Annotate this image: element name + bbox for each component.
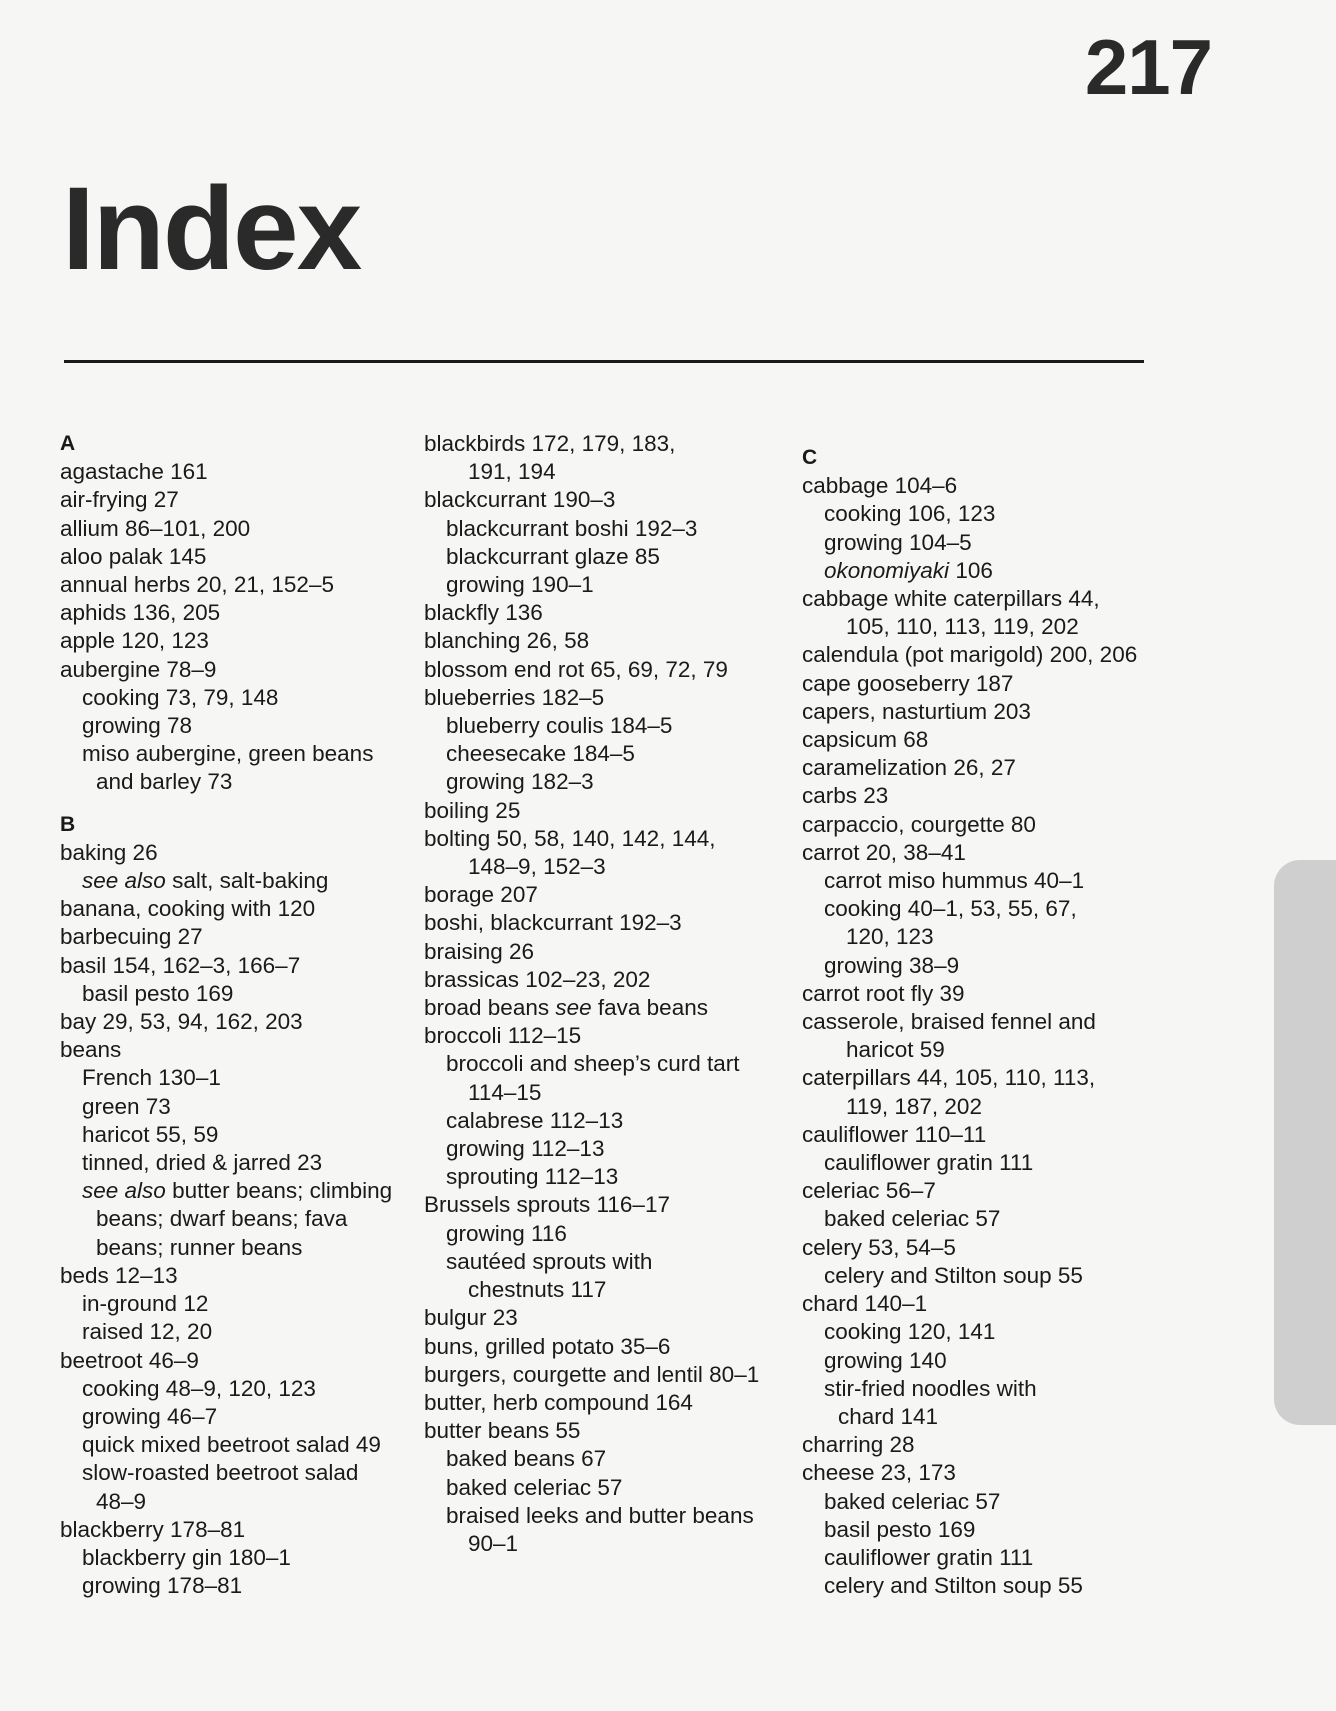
section-letter: B <box>60 812 76 836</box>
index-entry: agastache 161 <box>60 459 208 485</box>
index-entry-continuation: 48–9 <box>96 1488 147 1514</box>
index-subentry: cauliflower gratin 111 <box>824 1544 1034 1570</box>
index-entry: bulgur 23 <box>424 1305 518 1331</box>
index-entry-continuation: chestnuts 117 <box>468 1277 607 1303</box>
index-entry: celeriac 56–7 <box>802 1178 936 1204</box>
index-entry: banana, cooking with 120 <box>60 896 316 922</box>
index-subentry: blackcurrant boshi 192–3 <box>446 515 698 541</box>
index-entry: brassicas 102–23, 202 <box>424 966 651 992</box>
index-subentry: slow-roasted beetroot salad <box>82 1460 359 1486</box>
index-subentry: sprouting 112–13 <box>446 1164 619 1190</box>
index-subentry: growing 38–9 <box>824 952 960 978</box>
index-subentry: growing 112–13 <box>446 1136 605 1162</box>
index-entry: borage 207 <box>424 882 538 908</box>
index-column-3 <box>802 430 1162 1600</box>
index-entry: burgers, courgette and lentil 80–1 <box>424 1361 760 1387</box>
index-column-1 <box>60 430 410 1600</box>
page-number: 217 <box>1084 23 1212 111</box>
index-entry: carrot 20, 38–41 <box>802 839 966 865</box>
thumb-index-tab <box>1274 860 1336 1425</box>
index-entry: cabbage white caterpillars 44, <box>802 586 1100 612</box>
index-entry-continuation: and barley 73 <box>96 769 233 795</box>
index-subentry: broccoli and sheep’s curd tart <box>446 1051 740 1077</box>
index-subentry: growing 46–7 <box>82 1403 218 1429</box>
index-subentry: growing 78 <box>82 713 193 739</box>
index-subentry: baked celeriac 57 <box>446 1474 623 1500</box>
entry-text: salt, salt-baking <box>165 868 329 894</box>
index-entry-continuation: 114–15 <box>468 1079 542 1105</box>
index-subentry: growing 140 <box>824 1347 947 1373</box>
index-subentry: cheesecake 184–5 <box>446 741 635 767</box>
index-entry: cape gooseberry 187 <box>802 670 1014 696</box>
index-subentry: tinned, dried & jarred 23 <box>82 1150 323 1176</box>
index-entry-continuation: 90–1 <box>468 1530 519 1556</box>
index-entry: aphids 136, 205 <box>60 600 221 626</box>
index-subentry: celery and Stilton soup 55 <box>824 1573 1083 1599</box>
index-subentry: growing 116 <box>446 1220 567 1246</box>
index-subentry: cooking 120, 141 <box>824 1319 996 1345</box>
index-entry: calendula (pot marigold) 200, 206 <box>802 642 1138 668</box>
index-entry: caterpillars 44, 105, 110, 113, <box>802 1065 1096 1091</box>
index-entry: cauliflower 110–11 <box>802 1121 987 1147</box>
index-entry-continuation: beans; runner beans <box>96 1234 303 1260</box>
index-subentry: celery and Stilton soup 55 <box>824 1262 1083 1288</box>
index-entry: butter, herb compound 164 <box>424 1389 693 1415</box>
index-entry: blackcurrant 190–3 <box>424 487 616 513</box>
index-subentry: cooking 48–9, 120, 123 <box>82 1375 316 1401</box>
index-entry: butter beans 55 <box>424 1418 581 1444</box>
index-column-2 <box>424 430 789 1558</box>
index-entry: boshi, blackcurrant 192–3 <box>424 910 682 936</box>
index-entry-continuation: beans; dwarf beans; fava <box>96 1206 348 1232</box>
entry-text: fava beans <box>591 995 708 1021</box>
index-subentry: miso aubergine, green beans <box>82 741 374 767</box>
section-gap <box>802 430 1162 444</box>
index-entry: baking 26 <box>60 839 158 865</box>
index-entry: celery 53, 54–5 <box>802 1234 956 1260</box>
index-entry: carpaccio, courgette 80 <box>802 811 1036 837</box>
index-entry: bay 29, 53, 94, 162, 203 <box>60 1009 303 1035</box>
index-subentry: calabrese 112–13 <box>446 1107 624 1133</box>
index-subentry: growing 178–81 <box>82 1573 243 1599</box>
index-entry: bolting 50, 58, 140, 142, 144, <box>424 825 716 851</box>
index-subentry: baked beans 67 <box>446 1446 607 1472</box>
index-entry-continuation: 191, 194 <box>468 459 556 485</box>
entry-text: broad beans <box>424 995 556 1021</box>
index-subentry: stir-fried noodles with <box>824 1375 1037 1401</box>
index-entry: blackberry 178–81 <box>60 1516 246 1542</box>
index-entry: blackfly 136 <box>424 600 543 626</box>
index-subentry: raised 12, 20 <box>82 1319 213 1345</box>
index-subentry: cooking 106, 123 <box>824 501 996 527</box>
index-entry-continuation: 105, 110, 113, 119, 202 <box>846 614 1079 640</box>
index-entry: caramelization 26, 27 <box>802 755 1016 781</box>
index-entry: blossom end rot 65, 69, 72, 79 <box>424 656 728 682</box>
index-entry: boiling 25 <box>424 797 521 823</box>
index-entry: Brussels sprouts 116–17 <box>424 1192 670 1218</box>
cross-reference-label: see also <box>82 868 166 894</box>
index-entry: buns, grilled potato 35–6 <box>424 1333 671 1359</box>
index-subentry: cauliflower gratin 111 <box>824 1150 1034 1176</box>
index-subentry <box>60 1177 410 1205</box>
index-entry: apple 120, 123 <box>60 628 209 654</box>
entry-text: butter beans; climbing <box>165 1178 393 1204</box>
index-subentry: sautéed sprouts with <box>446 1248 653 1274</box>
cross-reference-label: see also <box>82 1178 166 1204</box>
index-entry: capsicum 68 <box>802 727 929 753</box>
index-entry: chard 140–1 <box>802 1291 928 1317</box>
section-gap <box>60 797 410 811</box>
index-subentry: baked celeriac 57 <box>824 1488 1001 1514</box>
index-subentry: French 130–1 <box>82 1065 221 1091</box>
index-entry: blanching 26, 58 <box>424 628 590 654</box>
index-subentry: in-ground 12 <box>82 1291 209 1317</box>
index-subentry: braised leeks and butter beans <box>446 1502 754 1528</box>
index-subentry: blackberry gin 180–1 <box>82 1544 291 1570</box>
index-entry: aubergine 78–9 <box>60 656 217 682</box>
index-subentry <box>802 557 1162 585</box>
index-entry: beans <box>60 1037 122 1063</box>
entry-text: 106 <box>949 557 993 583</box>
section-letter: C <box>802 446 818 469</box>
index-entry-continuation: 119, 187, 202 <box>846 1093 982 1119</box>
index-entry: aloo palak 145 <box>60 543 207 569</box>
title-divider <box>64 360 1144 363</box>
index-entry: beetroot 46–9 <box>60 1347 199 1373</box>
index-entry: carbs 23 <box>802 783 889 809</box>
index-entry: cheese 23, 173 <box>802 1460 956 1486</box>
index-subentry <box>60 867 410 895</box>
index-subentry: carrot miso hummus 40–1 <box>824 868 1085 894</box>
index-entry-continuation: 120, 123 <box>846 924 934 950</box>
index-subentry: blueberry coulis 184–5 <box>446 713 673 739</box>
section-letter: A <box>60 432 76 455</box>
index-entry: barbecuing 27 <box>60 924 203 950</box>
index-subentry: green 73 <box>82 1093 171 1119</box>
index-subentry: haricot 55, 59 <box>82 1121 219 1147</box>
index-entry: carrot root fly 39 <box>802 980 965 1006</box>
index-subentry: growing 182–3 <box>446 769 594 795</box>
index-subentry: quick mixed beetroot salad 49 <box>82 1432 381 1458</box>
index-entry: basil 154, 162–3, 166–7 <box>60 952 301 978</box>
index-entry: braising 26 <box>424 938 535 964</box>
index-subentry: growing 104–5 <box>824 529 972 555</box>
index-entry: blueberries 182–5 <box>424 684 605 710</box>
index-subentry: growing 190–1 <box>446 572 594 598</box>
index-subentry: basil pesto 169 <box>824 1516 976 1542</box>
index-entry-continuation: 148–9, 152–3 <box>468 854 606 880</box>
index-entry: charring 28 <box>802 1432 915 1458</box>
index-entry: capers, nasturtium 203 <box>802 698 1031 724</box>
index-entry <box>424 994 789 1022</box>
index-entry-continuation: chard 141 <box>838 1403 939 1429</box>
index-entry: beds 12–13 <box>60 1262 178 1288</box>
index-entry: blackbirds 172, 179, 183, <box>424 431 676 456</box>
index-subentry: blackcurrant glaze 85 <box>446 543 660 569</box>
index-subentry: baked celeriac 57 <box>824 1206 1001 1232</box>
index-entry: air-frying 27 <box>60 487 179 513</box>
italic-term: okonomiyaki <box>824 557 950 583</box>
index-entry: broccoli 112–15 <box>424 1023 582 1049</box>
index-entry: annual herbs 20, 21, 152–5 <box>60 572 334 598</box>
index-subentry: basil pesto 169 <box>82 980 234 1006</box>
index-entry: casserole, braised fennel and <box>802 1009 1096 1035</box>
index-entry: allium 86–101, 200 <box>60 515 251 541</box>
index-entry: cabbage 104–6 <box>802 473 958 499</box>
index-entry-continuation: haricot 59 <box>846 1037 945 1063</box>
index-subentry: cooking 73, 79, 148 <box>82 684 279 710</box>
italic-term: see <box>555 995 592 1021</box>
index-subentry: cooking 40–1, 53, 55, 67, <box>824 896 1077 922</box>
page-title: Index <box>62 163 361 295</box>
